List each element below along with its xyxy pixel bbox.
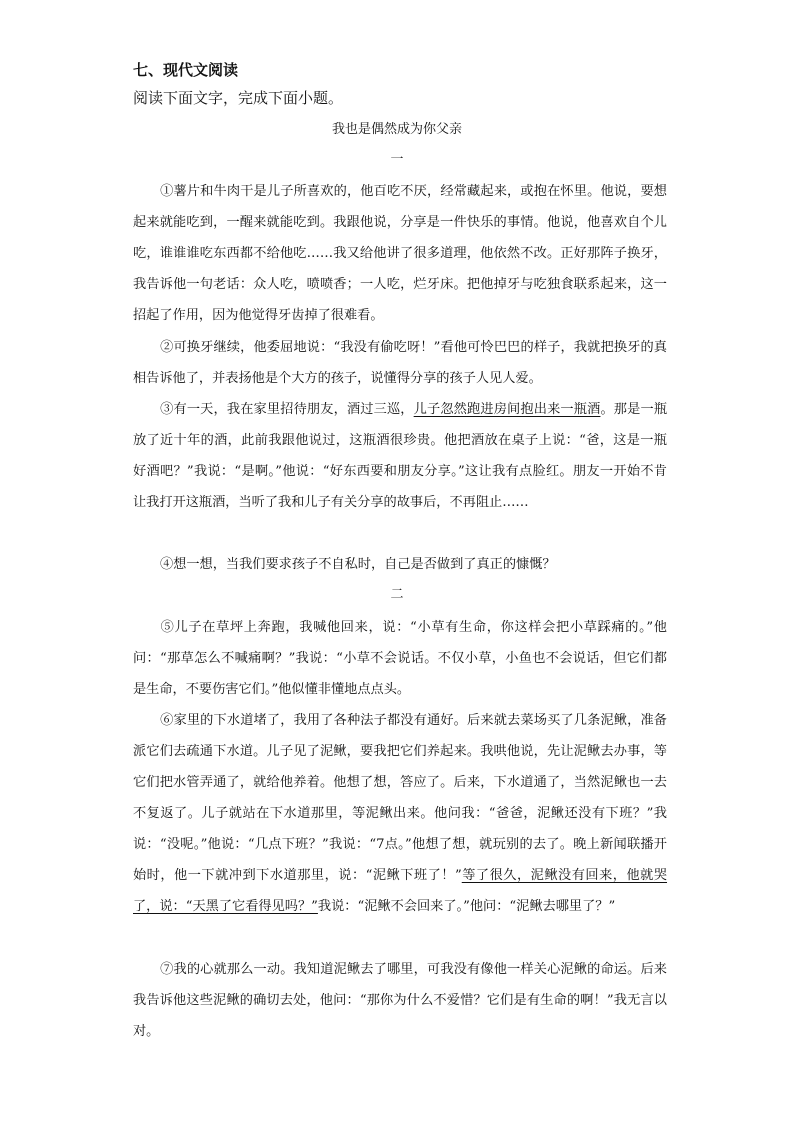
- paragraph-4: ④想一想，当我们要求孩子不自私时，自己是否做到了真正的慷慨？: [160, 557, 556, 572]
- paragraph-7: ⑦我的心就那么一动。我知道泥鳅去了哪里，可我没有像他一样关心泥鳅的命运。后来我告诉他这些泥鳅的确切去处，他问：“那你为什么不爱惜？它们是有生命的啊！”我无言以对。: [133, 962, 667, 1039]
- underlined-sentence: 等了很久，泥鳅没有回来，他就哭了，说：“天黑了它看得见吗？”: [133, 868, 668, 914]
- paragraph-1: ①薯片和牛肉干是儿子所喜欢的，他百吃不厌，经常藏起来，或抱在怀里。他说，要想起来就能吃到，一醒来就能吃到。我跟他说，分享是一件快乐的事情。他说，他喜欢自个儿吃，谁谁谁吃东西都不给他吃……我又给他讲了很多道理，他依然不改。正好那阵子换牙，我告诉他一句老话：众人吃，喷喷香；一人吃，烂牙床。把他掉牙与吃独食联系起来，这一招起了作用，因为他觉得牙齿掉了很难看。: [133, 184, 667, 323]
- section-title: 七、现代文阅读: [133, 61, 239, 79]
- paragraph-6: ⑥家里的下水道堵了，我用了各种法子都没有通好。后来就去菜场买了几条泥鳅，准备派它们去疏通下水道。儿子见了泥鳅，要我把它们养起来。我哄他说，先让泥鳅去办事，等它们把水管弄通了，就给他养着。他想了想，答应了。后来，下水道通了，当然泥鳅也一去不复返了。儿子就站在下水道那里，等泥鳅出来。他问我：“爸爸，泥鳅还没有下班？”我说：“没呢。”他说：“几点下班？”我说：“7点。”他想了想，就玩别的去了。晚上新闻联播开始时，他一下就冲到下水道那里，说：“泥鳅下班了！”等了很久，泥鳅没有回来，他就哭了，说：“天黑了它看得见吗？”我说：“泥鳅不会回来了。”他问：“泥鳅去哪里了？”: [133, 713, 668, 914]
- part-number-two: 二: [390, 587, 404, 602]
- article-title: 我也是偶然成为你父亲: [331, 122, 462, 137]
- paragraph-3: ③有一天，我在家里招待朋友，酒过三巡，儿子忽然跑进房间抱出来一瓶酒。那是一瓶放了近十年的酒，此前我跟他说过，这瓶酒很珍贵。他把酒放在桌子上说：“爸，这是一瓶好酒吧？”我说：“是啊。”他说：“好东西要和朋友分享。”这让我有点脸红。朋友一开始不肯让我打开这瓶酒，当听了我和儿子有关分享的故事后，不再阻止……: [133, 402, 668, 510]
- reading-instruction: 阅读下面文字，完成下面小题。: [133, 89, 344, 107]
- paragraph-2: ②可换牙继续，他委屈地说：“我没有偷吃呀！”看他可怜巴巴的样子，我就把换牙的真相告诉他了，并表扬他是个大方的孩子，说懂得分享的孩子人见人爱。: [133, 340, 667, 386]
- underlined-sentence: 儿子忽然跑进房间抱出来一瓶酒: [413, 402, 601, 417]
- part-number-one: 一: [390, 152, 404, 167]
- paragraph-5: ⑤儿子在草坪上奔跑，我喊他回来，说：“小草有生命，你这样会把小草踩痛的。”他问：“那草怎么不喊痛啊？”我说：“小草不会说话。不仅小草，小鱼也不会说话，但它们都是生命，不要伤害它们。”他似懂非懂地点点头。: [133, 620, 667, 697]
